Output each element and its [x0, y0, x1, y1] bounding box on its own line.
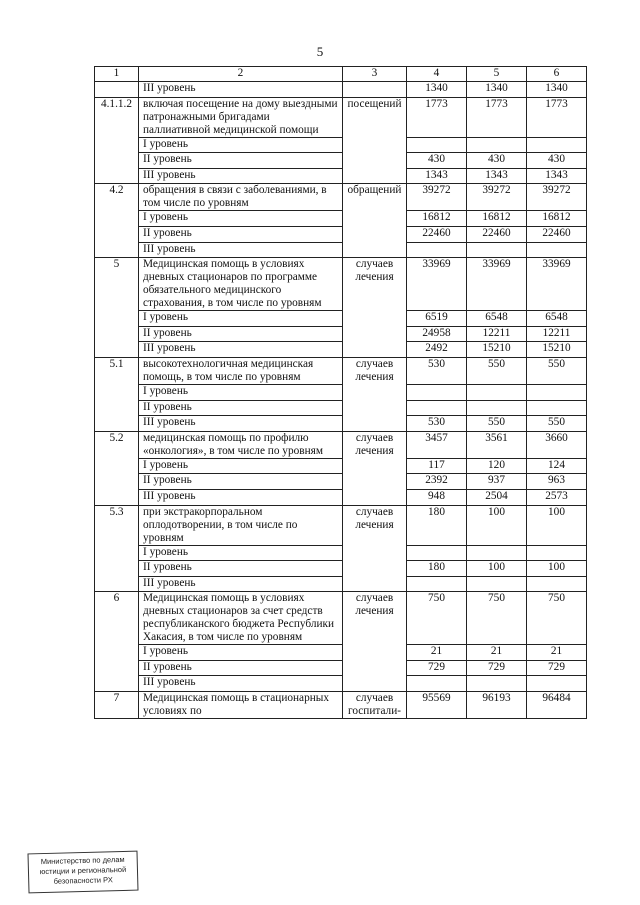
value-cell: [467, 576, 527, 592]
item-number: 4.1.1.2: [95, 97, 139, 137]
item-number: [95, 660, 139, 676]
item-name: III уровень: [139, 489, 343, 505]
value-cell: 1343: [407, 168, 467, 184]
unit-cell: [343, 384, 407, 400]
item-number: [95, 576, 139, 592]
level-row: [95, 242, 587, 258]
value-cell: [527, 400, 587, 416]
value-cell: 550: [527, 416, 587, 432]
value-cell: [467, 242, 527, 258]
unit-cell: [343, 326, 407, 342]
value-cell: 750: [467, 592, 527, 645]
unit-cell: случаев лечения: [343, 592, 407, 645]
unit-cell: [343, 168, 407, 184]
section-row: [95, 97, 587, 137]
item-number: 6: [95, 592, 139, 645]
value-cell: [527, 242, 587, 258]
item-number: [95, 211, 139, 227]
value-cell: [467, 545, 527, 561]
unit-cell: [343, 242, 407, 258]
unit-cell: [343, 660, 407, 676]
item-number: [95, 561, 139, 577]
unit-cell: [343, 137, 407, 153]
value-cell: 1340: [407, 82, 467, 98]
item-number: 5.1: [95, 357, 139, 384]
level-row: [95, 576, 587, 592]
value-cell: 3457: [407, 431, 467, 458]
level-row: [95, 153, 587, 169]
value-cell: 729: [407, 660, 467, 676]
value-cell: 430: [407, 153, 467, 169]
header-cell: 5: [467, 67, 527, 82]
item-number: 7: [95, 692, 139, 719]
item-number: [95, 137, 139, 153]
unit-cell: посещений: [343, 97, 407, 137]
level-row: [95, 326, 587, 342]
item-name: III уровень: [139, 168, 343, 184]
item-number: 5.3: [95, 505, 139, 545]
unit-cell: случаев лечения: [343, 505, 407, 545]
item-name: I уровень: [139, 458, 343, 474]
item-number: [95, 474, 139, 490]
item-name: I уровень: [139, 384, 343, 400]
item-name: включая посещение на дому выездными патронажными бригадами паллиативной медицинской помощи: [139, 97, 343, 137]
item-number: [95, 545, 139, 561]
section-row: [95, 357, 587, 384]
value-cell: 100: [467, 505, 527, 545]
item-name: I уровень: [139, 211, 343, 227]
value-cell: [467, 676, 527, 692]
item-number: 5.2: [95, 431, 139, 458]
value-cell: [407, 384, 467, 400]
value-cell: 16812: [527, 211, 587, 227]
item-name: медицинская помощь по профилю «онкология», в том числе по уровням: [139, 431, 343, 458]
level-row: [95, 82, 587, 98]
value-cell: 1340: [467, 82, 527, 98]
value-cell: 530: [407, 357, 467, 384]
item-name: Медицинская помощь в стационарных условиях по: [139, 692, 343, 719]
value-cell: 12211: [467, 326, 527, 342]
value-cell: 15210: [527, 342, 587, 358]
value-cell: 3660: [527, 431, 587, 458]
value-cell: 12211: [527, 326, 587, 342]
value-cell: 3561: [467, 431, 527, 458]
value-cell: 750: [407, 592, 467, 645]
unit-cell: [343, 342, 407, 358]
value-cell: 6519: [407, 311, 467, 327]
item-name: III уровень: [139, 576, 343, 592]
value-cell: 39272: [467, 184, 527, 211]
level-row: [95, 489, 587, 505]
item-name: при экстракорпоральном оплодотворении, в том числе по уровням: [139, 505, 343, 545]
level-row: [95, 645, 587, 661]
value-cell: 1773: [407, 97, 467, 137]
value-cell: 2504: [467, 489, 527, 505]
level-row: [95, 474, 587, 490]
value-cell: 2492: [407, 342, 467, 358]
level-row: [95, 660, 587, 676]
level-row: [95, 226, 587, 242]
item-name: II уровень: [139, 474, 343, 490]
header-cell: 4: [407, 67, 467, 82]
value-cell: 1773: [467, 97, 527, 137]
level-row: [95, 342, 587, 358]
value-cell: [407, 400, 467, 416]
value-cell: 22460: [407, 226, 467, 242]
value-cell: 729: [527, 660, 587, 676]
value-cell: 39272: [407, 184, 467, 211]
item-number: [95, 311, 139, 327]
item-name: I уровень: [139, 545, 343, 561]
header-row: [95, 67, 587, 82]
item-number: [95, 676, 139, 692]
value-cell: 550: [467, 416, 527, 432]
header-cell: 2: [139, 67, 343, 82]
unit-cell: [343, 489, 407, 505]
unit-cell: [343, 400, 407, 416]
unit-cell: случаев госпитали-: [343, 692, 407, 719]
item-number: [95, 242, 139, 258]
item-name: обращения в связи с заболеваниями, в том числе по уровням: [139, 184, 343, 211]
value-cell: [467, 400, 527, 416]
item-name: III уровень: [139, 82, 343, 98]
unit-cell: обращений: [343, 184, 407, 211]
level-row: [95, 137, 587, 153]
value-cell: 15210: [467, 342, 527, 358]
unit-cell: [343, 676, 407, 692]
value-cell: 1340: [527, 82, 587, 98]
value-cell: 963: [527, 474, 587, 490]
item-name: Медицинская помощь в условиях дневных стационаров по программе обязательного медицинского страхования, в том числе по уровням: [139, 258, 343, 311]
page-number: 5: [316, 44, 324, 59]
level-row: [95, 384, 587, 400]
item-name: II уровень: [139, 326, 343, 342]
level-row: [95, 416, 587, 432]
unit-cell: случаев лечения: [343, 431, 407, 458]
level-row: [95, 545, 587, 561]
level-row: [95, 561, 587, 577]
value-cell: 22460: [467, 226, 527, 242]
unit-cell: [343, 576, 407, 592]
value-cell: 100: [527, 561, 587, 577]
unit-cell: случаев лечения: [343, 357, 407, 384]
value-cell: 24958: [407, 326, 467, 342]
section-row: [95, 692, 587, 719]
value-cell: 1343: [527, 168, 587, 184]
item-name: II уровень: [139, 561, 343, 577]
item-number: [95, 226, 139, 242]
value-cell: [407, 576, 467, 592]
value-cell: 550: [527, 357, 587, 384]
unit-cell: [343, 226, 407, 242]
value-cell: [527, 545, 587, 561]
value-cell: 430: [527, 153, 587, 169]
value-cell: [527, 576, 587, 592]
section-row: [95, 184, 587, 211]
value-cell: 6548: [527, 311, 587, 327]
item-name: I уровень: [139, 645, 343, 661]
item-name: II уровень: [139, 226, 343, 242]
value-cell: 2573: [527, 489, 587, 505]
table-body: [95, 67, 587, 719]
unit-cell: [343, 416, 407, 432]
value-cell: 430: [467, 153, 527, 169]
item-number: [95, 342, 139, 358]
item-name: I уровень: [139, 311, 343, 327]
value-cell: [527, 676, 587, 692]
unit-cell: [343, 311, 407, 327]
unit-cell: [343, 474, 407, 490]
item-name: II уровень: [139, 660, 343, 676]
item-number: [95, 168, 139, 184]
header-cell: 1: [95, 67, 139, 82]
item-number: [95, 326, 139, 342]
value-cell: 96484: [527, 692, 587, 719]
value-cell: 124: [527, 458, 587, 474]
value-cell: 1343: [467, 168, 527, 184]
value-cell: [407, 545, 467, 561]
unit-cell: [343, 458, 407, 474]
header-cell: 3: [343, 67, 407, 82]
value-cell: 16812: [467, 211, 527, 227]
value-cell: [527, 137, 587, 153]
ministry-stamp: Министерство по делам юстиции и региональной безопасности РХ: [27, 851, 138, 894]
level-row: [95, 211, 587, 227]
header-cell: 6: [527, 67, 587, 82]
value-cell: 100: [467, 561, 527, 577]
value-cell: 120: [467, 458, 527, 474]
value-cell: [407, 242, 467, 258]
value-cell: [527, 384, 587, 400]
level-row: [95, 676, 587, 692]
value-cell: 530: [407, 416, 467, 432]
item-name: III уровень: [139, 342, 343, 358]
item-number: [95, 416, 139, 432]
level-row: [95, 400, 587, 416]
value-cell: [467, 137, 527, 153]
item-name: III уровень: [139, 242, 343, 258]
section-row: [95, 505, 587, 545]
value-cell: 95569: [407, 692, 467, 719]
item-number: [95, 384, 139, 400]
item-name: III уровень: [139, 676, 343, 692]
item-number: [95, 645, 139, 661]
item-number: 4.2: [95, 184, 139, 211]
value-cell: 33969: [407, 258, 467, 311]
value-cell: 100: [527, 505, 587, 545]
value-cell: 21: [407, 645, 467, 661]
unit-cell: [343, 545, 407, 561]
level-row: [95, 311, 587, 327]
item-name: I уровень: [139, 137, 343, 153]
level-row: [95, 168, 587, 184]
value-cell: 937: [467, 474, 527, 490]
value-cell: [407, 137, 467, 153]
value-cell: 6548: [467, 311, 527, 327]
value-cell: 2392: [407, 474, 467, 490]
unit-cell: [343, 645, 407, 661]
section-row: [95, 592, 587, 645]
value-cell: 21: [527, 645, 587, 661]
unit-cell: [343, 82, 407, 98]
data-table: [94, 66, 587, 719]
value-cell: 16812: [407, 211, 467, 227]
value-cell: [467, 384, 527, 400]
value-cell: 729: [467, 660, 527, 676]
value-cell: 117: [407, 458, 467, 474]
item-name: III уровень: [139, 416, 343, 432]
unit-cell: [343, 211, 407, 227]
item-number: [95, 458, 139, 474]
item-number: [95, 82, 139, 98]
item-number: [95, 400, 139, 416]
item-number: [95, 489, 139, 505]
level-row: [95, 458, 587, 474]
value-cell: [407, 676, 467, 692]
value-cell: 550: [467, 357, 527, 384]
section-row: [95, 431, 587, 458]
value-cell: 22460: [527, 226, 587, 242]
unit-cell: случаев лечения: [343, 258, 407, 311]
unit-cell: [343, 153, 407, 169]
section-row: [95, 258, 587, 311]
unit-cell: [343, 561, 407, 577]
value-cell: 33969: [467, 258, 527, 311]
value-cell: 39272: [527, 184, 587, 211]
value-cell: 33969: [527, 258, 587, 311]
item-name: высокотехнологичная медицинская помощь, в том числе по уровням: [139, 357, 343, 384]
value-cell: 750: [527, 592, 587, 645]
value-cell: 96193: [467, 692, 527, 719]
value-cell: 21: [467, 645, 527, 661]
value-cell: 180: [407, 561, 467, 577]
item-name: Медицинская помощь в условиях дневных стационаров за счет средств республиканского бюджета Республики Хакасия, в том числе по уровням: [139, 592, 343, 645]
value-cell: 180: [407, 505, 467, 545]
value-cell: 1773: [527, 97, 587, 137]
item-number: 5: [95, 258, 139, 311]
item-name: II уровень: [139, 400, 343, 416]
value-cell: 948: [407, 489, 467, 505]
item-number: [95, 153, 139, 169]
item-name: II уровень: [139, 153, 343, 169]
